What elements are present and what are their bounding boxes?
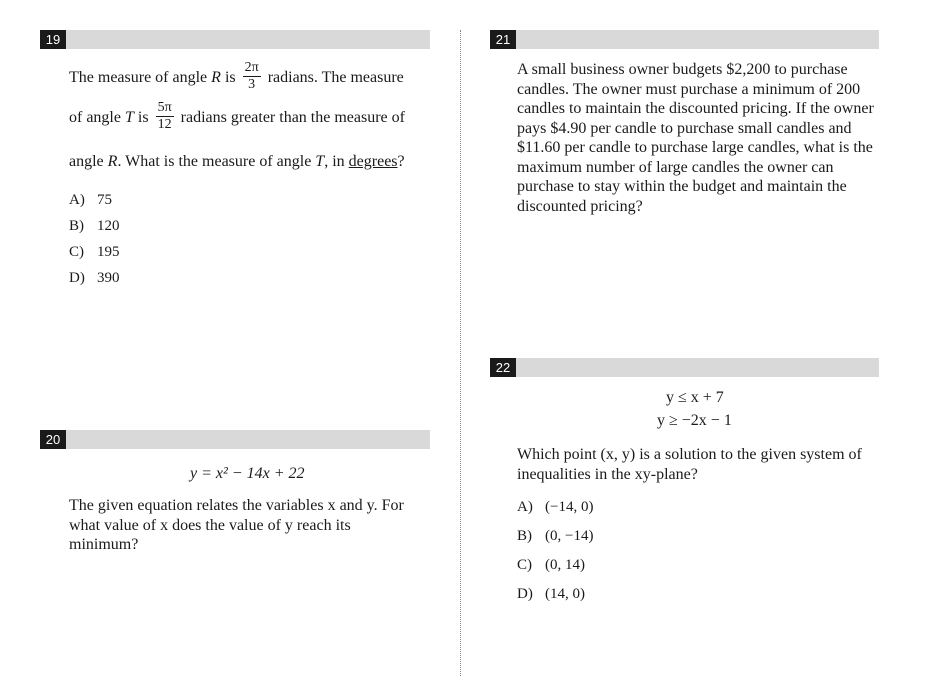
question-20-number: 20 (40, 430, 66, 449)
underlined-degrees: degrees (348, 153, 398, 170)
question-19-line-1: The measure of angle R is $\frac{2\pi}{3}$ radians. The measure (69, 60, 404, 92)
q19-choice-d[interactable]: D) 390 (69, 270, 120, 286)
question-21-header-bar (490, 30, 879, 49)
question-21-text: A small business owner budgets $2,200 to purchase candles. The owner must purchase a minimum of 200 candles to maintain the discounted pricing. If the owner pays $4.90 per candle to purchase small candles and $11.60 per candle to purchase large candles, what is the maximum number of large candles the owner can purchase to stay within the budget and maintain the discounted pricing? (517, 61, 874, 215)
question-20-equation: y = x² − 14x + 22 (190, 465, 305, 482)
question-20-text: The given equation relates the variables x and y. For what value of x does the value of y reach its minimum? (69, 497, 404, 553)
question-22-text: Which point (x, y) is a solution to the given system of inequalities in the xy-plane? (517, 446, 862, 483)
question-22-header-bar (490, 358, 879, 377)
question-20-header-bar (40, 430, 430, 449)
q22-choice-a[interactable]: A) (−14, 0) (517, 499, 594, 515)
question-19-line-3: angle R. What is the measure of angle T, in degrees? (69, 153, 405, 170)
q22-choice-d[interactable]: D) (14, 0) (517, 586, 585, 602)
fraction-5pi-over-12: $\frac{5\pi}{12}$ (157, 100, 172, 132)
q19-choice-b[interactable]: B) 120 (69, 218, 120, 234)
question-22-inequality-1: y ≤ x + 7 (666, 389, 724, 406)
q22-choice-c[interactable]: C) (0, 14) (517, 557, 585, 573)
question-19-line-2: of angle T is $\frac{5\pi}{12}$ radians greater than the measure of (69, 100, 405, 132)
q19-choice-a[interactable]: A) 75 (69, 192, 112, 208)
question-19-number: 19 (40, 30, 66, 49)
question-22-inequality-2: y ≥ −2x − 1 (657, 412, 732, 429)
question-22-number: 22 (490, 358, 516, 377)
q19-choice-c[interactable]: C) 195 (69, 244, 120, 260)
q22-choice-b[interactable]: B) (0, −14) (517, 528, 594, 544)
column-divider (460, 30, 461, 676)
question-19-header-bar (40, 30, 430, 49)
question-21-number: 21 (490, 30, 516, 49)
fraction-2pi-over-3: $\frac{2\pi}{3}$ (244, 60, 259, 92)
